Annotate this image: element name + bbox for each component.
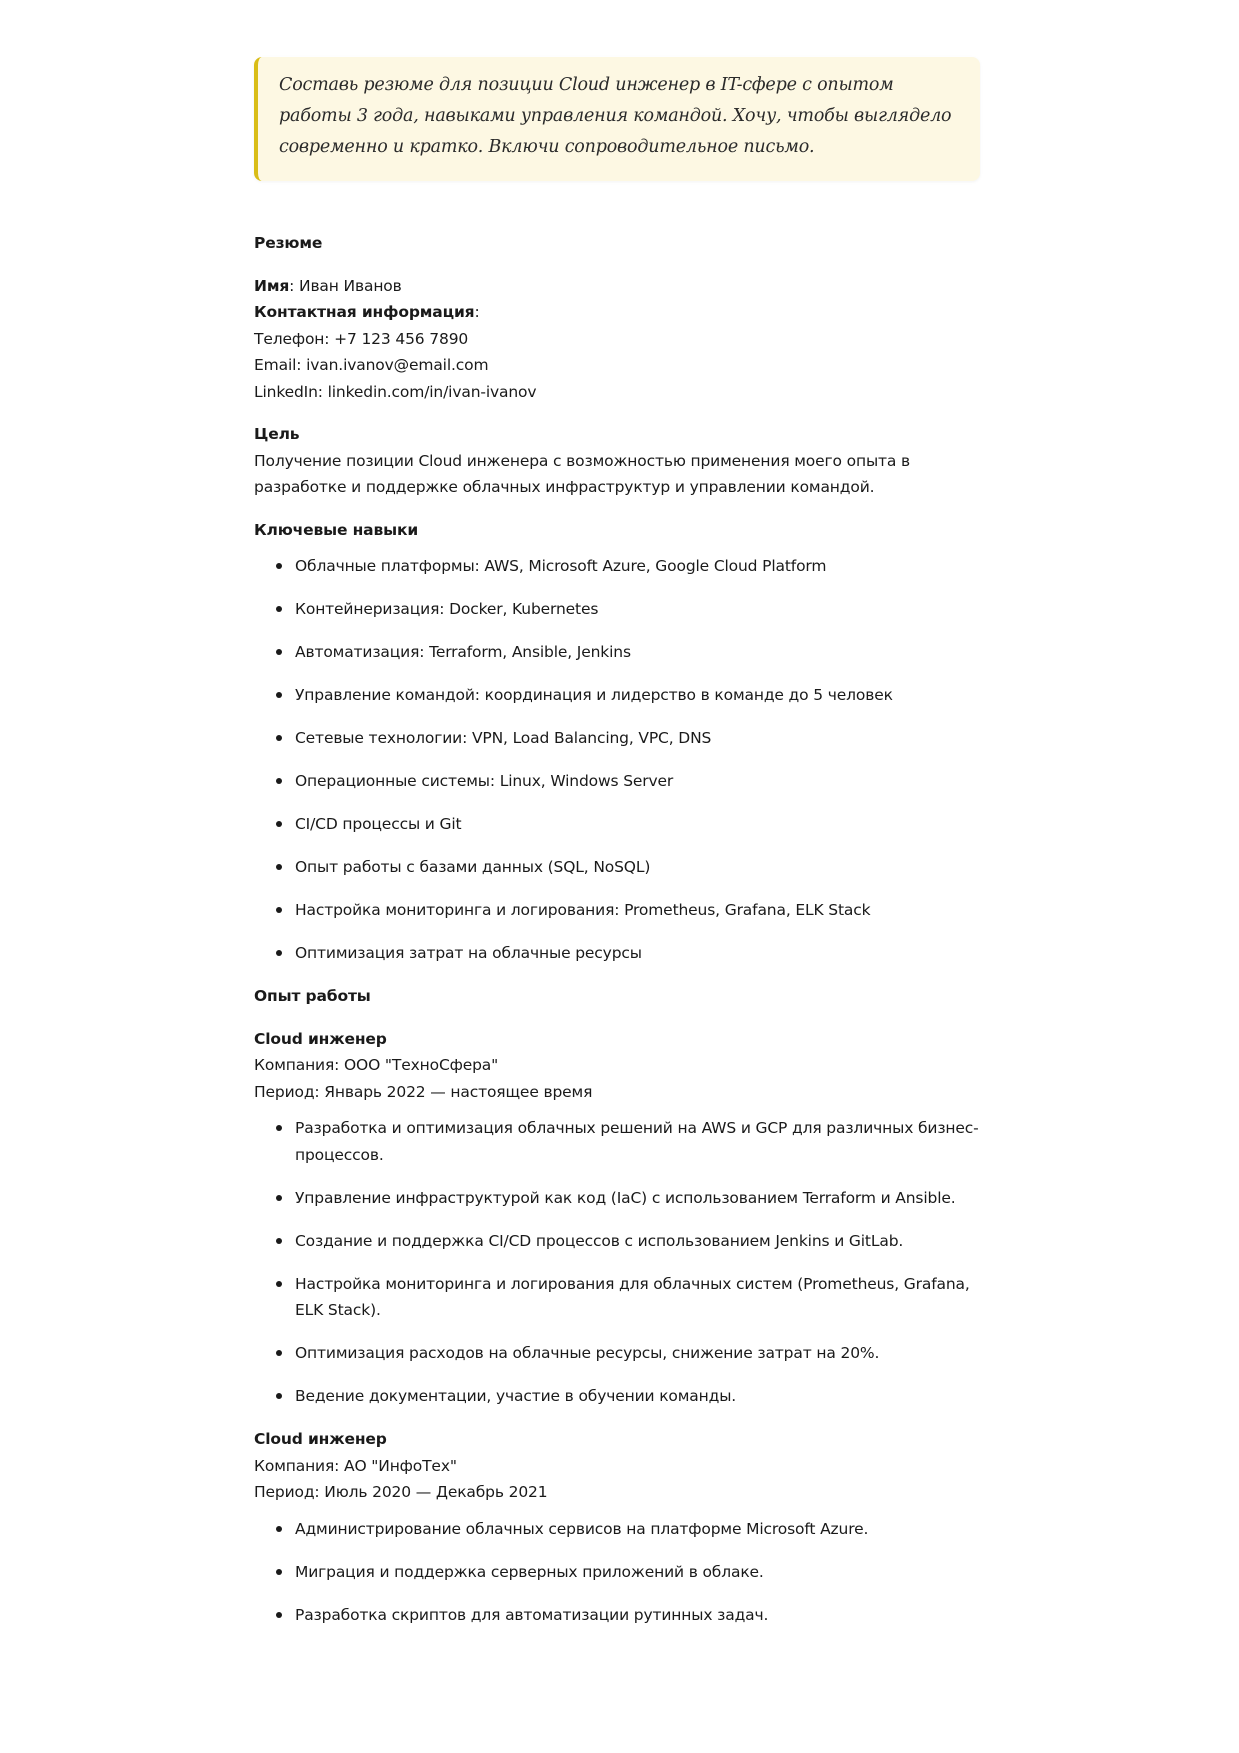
list-item: Операционные системы: Linux, Windows Server <box>295 768 980 795</box>
list-item: Разработка и оптимизация облачных решений на AWS и GCP для различных бизнес-процессов. <box>295 1115 980 1168</box>
job-company: Компания: ООО "ТехноСфера" <box>254 1056 499 1074</box>
list-item: CI/CD процессы и Git <box>295 811 980 838</box>
phone-line: Телефон: +7 123 456 7890 <box>254 329 469 348</box>
job-period: Период: Январь 2022 — настоящее время <box>254 1082 593 1101</box>
job-company: Компания: АО "ИнфоТех" <box>254 1456 457 1475</box>
list-item: Облачные платформы: AWS, Microsoft Azure, Google Cloud Platform <box>295 553 980 580</box>
resume-content <box>254 230 980 1628</box>
job-duties-list <box>254 1516 980 1629</box>
list-item: Сетевые технологии: VPN, Load Balancing, VPC, DNS <box>295 725 980 752</box>
skills-heading: Ключевые навыки <box>254 520 419 539</box>
list-item: Управление инфраструктурой как код (IaC) с использованием Terraform и Ansible. <box>295 1185 980 1212</box>
job-period: Период: Июль 2020 — Декабрь 2021 <box>254 1483 548 1501</box>
user-prompt-text: Составь резюме для позиции Cloud инженер в IT-сфере с опытом работы 3 года, навыками управления командой. Хочу, чтобы выглядело современно и кратко. Включи сопроводительное письмо. <box>279 75 952 157</box>
linkedin-line: LinkedIn: linkedin.com/in/ivan-ivanov <box>254 382 537 401</box>
job-title: Cloud инженер <box>254 1029 387 1048</box>
job-title: Cloud инженер <box>254 1430 387 1448</box>
document-page <box>254 57 980 1645</box>
list-item: Автоматизация: Terraform, Ansible, Jenkins <box>295 639 980 666</box>
contact-line <box>254 299 980 326</box>
name-label: Имя <box>254 276 290 295</box>
list-item: Оптимизация затрат на облачные ресурсы <box>295 940 980 967</box>
name-line <box>254 273 980 300</box>
list-item: Контейнеризация: Docker, Kubernetes <box>295 596 980 623</box>
list-item: Разработка скриптов для автоматизации рутинных задач. <box>295 1602 980 1629</box>
contact-label: Контактная информация <box>254 303 475 321</box>
list-item: Оптимизация расходов на облачные ресурсы, снижение затрат на 20%. <box>295 1340 980 1367</box>
email-line: Email: ivan.ivanov@email.com <box>254 356 489 374</box>
list-item: Создание и поддержка CI/CD процессов с использованием Jenkins и GitLab. <box>295 1228 980 1255</box>
list-item: Ведение документации, участие в обучении команды. <box>295 1383 980 1410</box>
job-duties-list <box>254 1115 980 1410</box>
list-item: Опыт работы с базами данных (SQL, NoSQL) <box>295 854 980 881</box>
user-prompt-block <box>254 57 980 181</box>
goal-heading: Цель <box>254 425 300 443</box>
experience-heading: Опыт работы <box>254 987 371 1005</box>
list-item: Миграция и поддержка серверных приложений в облаке. <box>295 1559 980 1586</box>
list-item: Настройка мониторинга и логирования для облачных систем (Prometheus, Grafana, ELK Stack). <box>295 1271 980 1324</box>
resume-title: Резюме <box>254 234 323 252</box>
list-item: Администрирование облачных сервисов на платформе Microsoft Azure. <box>295 1516 980 1543</box>
contact-suffix: : <box>474 303 480 321</box>
name-value: : Иван Иванов <box>289 276 402 295</box>
list-item: Настройка мониторинга и логирования: Prometheus, Grafana, ELK Stack <box>295 897 980 924</box>
list-item: Управление командой: координация и лидерство в команде до 5 человек <box>295 682 980 709</box>
skills-list <box>254 553 980 967</box>
goal-text: Получение позиции Cloud инженера с возможностью применения моего опыта в разработке и поддержке облачных инфраструктур и управлении командой. <box>254 451 911 496</box>
